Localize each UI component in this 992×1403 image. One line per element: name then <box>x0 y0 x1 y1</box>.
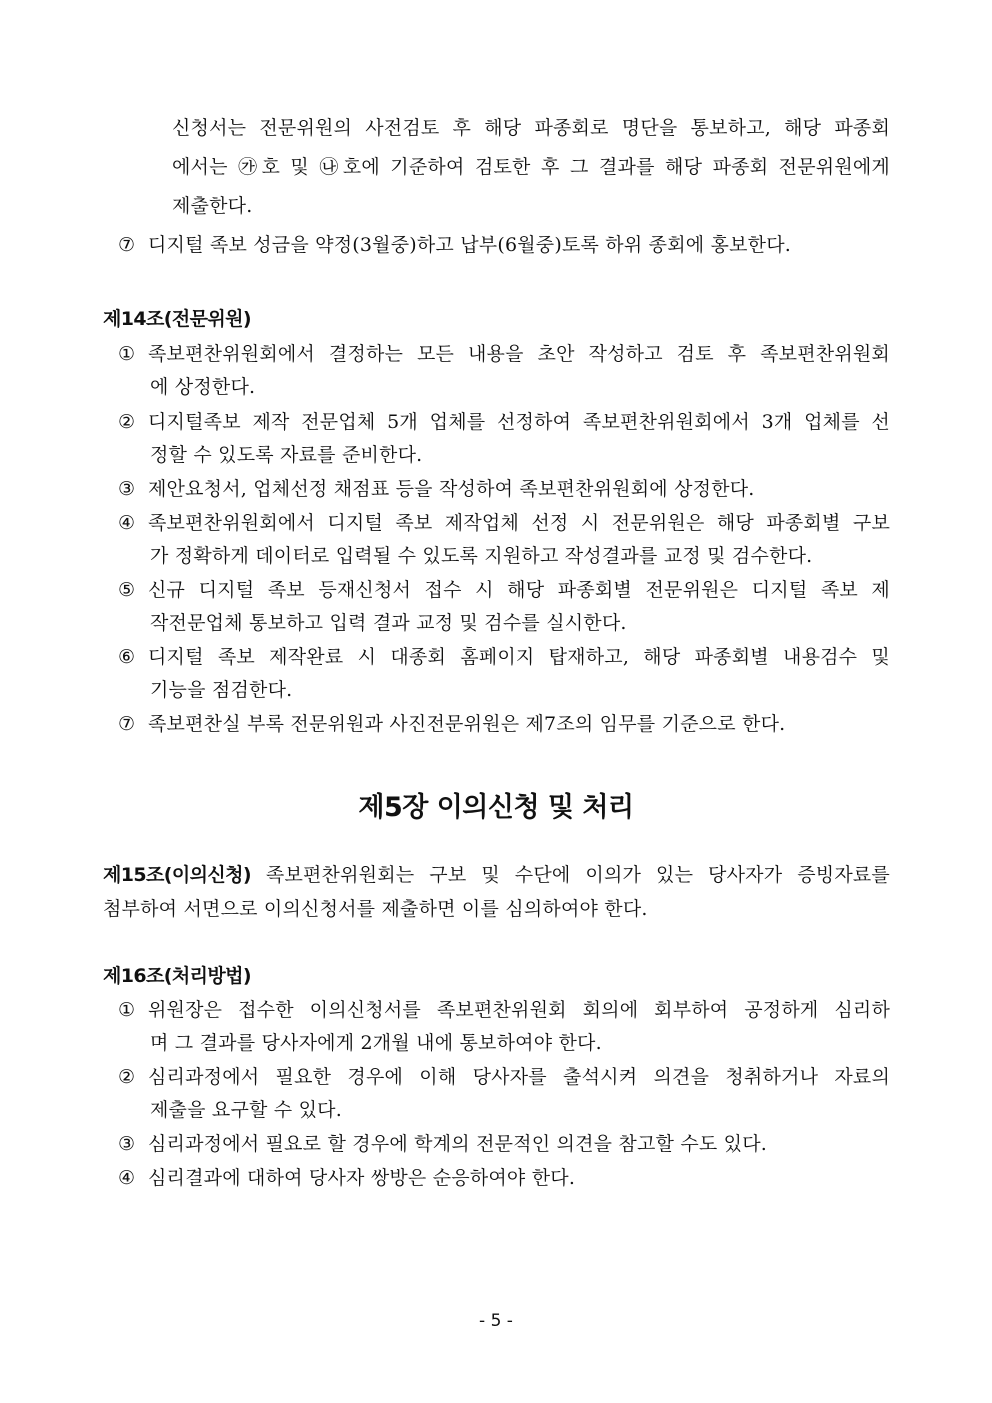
item-text: 족보편찬위원회에서 결정하는 모든 내용을 초안 작성하고 검토 후 족보편찬위원회 <box>148 343 890 365</box>
item-text: 족보편찬위원회에서 디지털 족보 제작업체 선정 시 전문위원은 해당 파종회별 구보 <box>148 512 890 534</box>
list-item <box>118 1165 575 1191</box>
item-text: 위원장은 접수한 이의신청서를 족보편찬위원회 회의에 회부하여 공정하게 심리하 <box>148 999 890 1021</box>
item-text: 신규 디지털 족보 등재신청서 접수 시 해당 파종회별 전문위원은 디지털 족보 제 <box>148 579 890 601</box>
item-text: 디지털 족보 성금을 약정(3월중)하고 납부(6월중)토록 하위 종회에 홍보한다. <box>148 234 792 256</box>
item-text: 심리결과에 대하여 당사자 쌍방은 순응하여야 한다. <box>148 1167 576 1189</box>
intro-line: 에서는 ㉮호 및 ㉯호에 기준하여 검토한 후 그 결과를 해당 파종회 전문위원에게 <box>172 156 890 178</box>
list-item <box>118 1064 890 1090</box>
article-heading: 제15조(이의신청) <box>103 864 251 886</box>
article-heading: 제14조(전문위원) <box>103 308 251 330</box>
item-continuation: 에 상정한다. <box>150 376 256 398</box>
intro-line: 신청서는 전문위원의 사전검토 후 해당 파종회로 명단을 통보하고, 해당 파종회 <box>172 117 890 139</box>
list-item <box>118 577 890 603</box>
list-item <box>118 476 755 502</box>
item-text: 디지털족보 제작 전문업체 5개 업체를 선정하여 족보편찬위원회에서 3개 업체를 선 <box>148 411 890 433</box>
intro-line: 제출한다. <box>172 195 253 217</box>
list-item <box>118 644 890 670</box>
list-item <box>118 510 890 536</box>
item-number: ② <box>118 1066 136 1088</box>
item-number: ⑥ <box>118 646 136 668</box>
item-continuation: 며 그 결과를 당사자에게 2개월 내에 통보하여야 한다. <box>150 1032 602 1054</box>
article-continuation: 첨부하여 서면으로 이의신청서를 제출하면 이를 심의하여야 한다. <box>103 898 648 920</box>
item-text: 심리과정에서 필요한 경우에 이해 당사자를 출석시켜 의견을 청취하거나 자료의 <box>148 1066 890 1088</box>
article-paragraph <box>103 862 890 888</box>
list-item <box>118 409 890 435</box>
list-item <box>118 232 791 258</box>
item-number: ③ <box>118 478 136 500</box>
item-continuation: 기능을 점검한다. <box>150 679 293 701</box>
list-item <box>118 341 890 367</box>
item-continuation: 가 정확하게 데이터로 입력될 수 있도록 지원하고 작성결과를 교정 및 검수한다. <box>150 545 813 567</box>
item-number: ④ <box>118 512 136 534</box>
list-item <box>118 997 890 1023</box>
chapter-title: 제5장 이의신청 및 처리 <box>358 792 634 823</box>
item-number: ⑦ <box>118 234 136 256</box>
item-continuation: 제출을 요구할 수 있다. <box>150 1099 342 1121</box>
page-number: - 5 - <box>479 1311 513 1331</box>
list-item <box>118 1131 767 1157</box>
list-item <box>118 711 785 737</box>
item-number: ① <box>118 999 136 1021</box>
item-text: 디지털 족보 제작완료 시 대종회 홈페이지 탑재하고, 해당 파종회별 내용검수 및 <box>148 646 890 668</box>
item-continuation: 작전문업체 통보하고 입력 결과 교정 및 검수를 실시한다. <box>150 612 627 634</box>
item-number: ⑤ <box>118 579 136 601</box>
article-heading: 제16조(처리방법) <box>103 965 251 987</box>
item-number: ② <box>118 411 136 433</box>
item-text: 제안요청서, 업체선정 채점표 등을 작성하여 족보편찬위원회에 상정한다. <box>148 478 755 500</box>
item-number: ④ <box>118 1167 136 1189</box>
item-text: 심리과정에서 필요로 할 경우에 학계의 전문적인 의견을 참고할 수도 있다. <box>148 1133 768 1155</box>
item-number: ⑦ <box>118 713 136 735</box>
item-text: 족보편찬실 부록 전문위원과 사진전문위원은 제7조의 임무를 기준으로 한다. <box>148 713 786 735</box>
item-number: ① <box>118 343 136 365</box>
item-number: ③ <box>118 1133 136 1155</box>
item-continuation: 정할 수 있도록 자료를 준비한다. <box>150 444 423 466</box>
article-text: 족보편찬위원회는 구보 및 수단에 이의가 있는 당사자가 증빙자료를 <box>265 864 890 886</box>
